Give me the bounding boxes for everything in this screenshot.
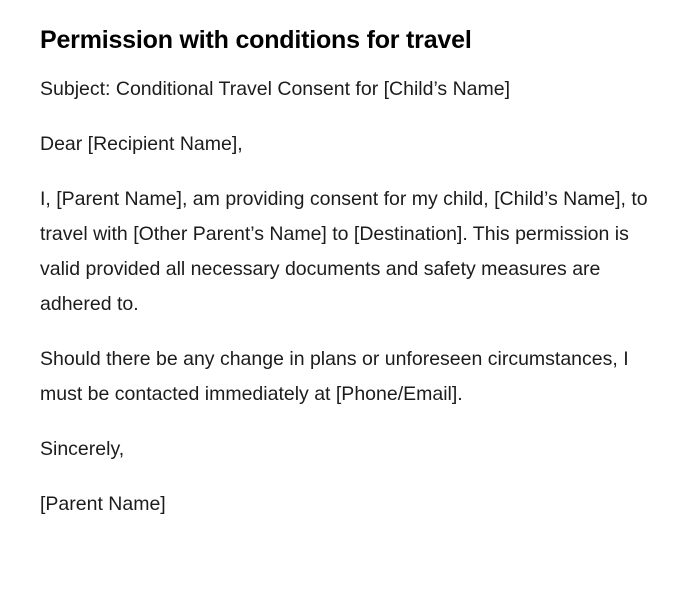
- signature: [Parent Name]: [40, 493, 166, 515]
- body-paragraph-contact: Should there be any change in plans or unforeseen circumstances, I must be contacted immediately at [Phone/Email].: [40, 348, 629, 405]
- document-title: Permission with conditions for travel: [40, 26, 472, 54]
- closing: Sincerely,: [40, 438, 125, 460]
- letter-document: [40, 22, 660, 542]
- subject-line: Subject: Conditional Travel Consent for [Child’s Name]: [40, 78, 511, 100]
- body-paragraph-consent: I, [Parent Name], am providing consent for my child, [Child’s Name], to travel with [Other Parent’s Name] to [Destination]. This permission is valid provided all necessary documents and safety measures are adhered to.: [40, 188, 648, 315]
- salutation: Dear [Recipient Name],: [40, 133, 243, 155]
